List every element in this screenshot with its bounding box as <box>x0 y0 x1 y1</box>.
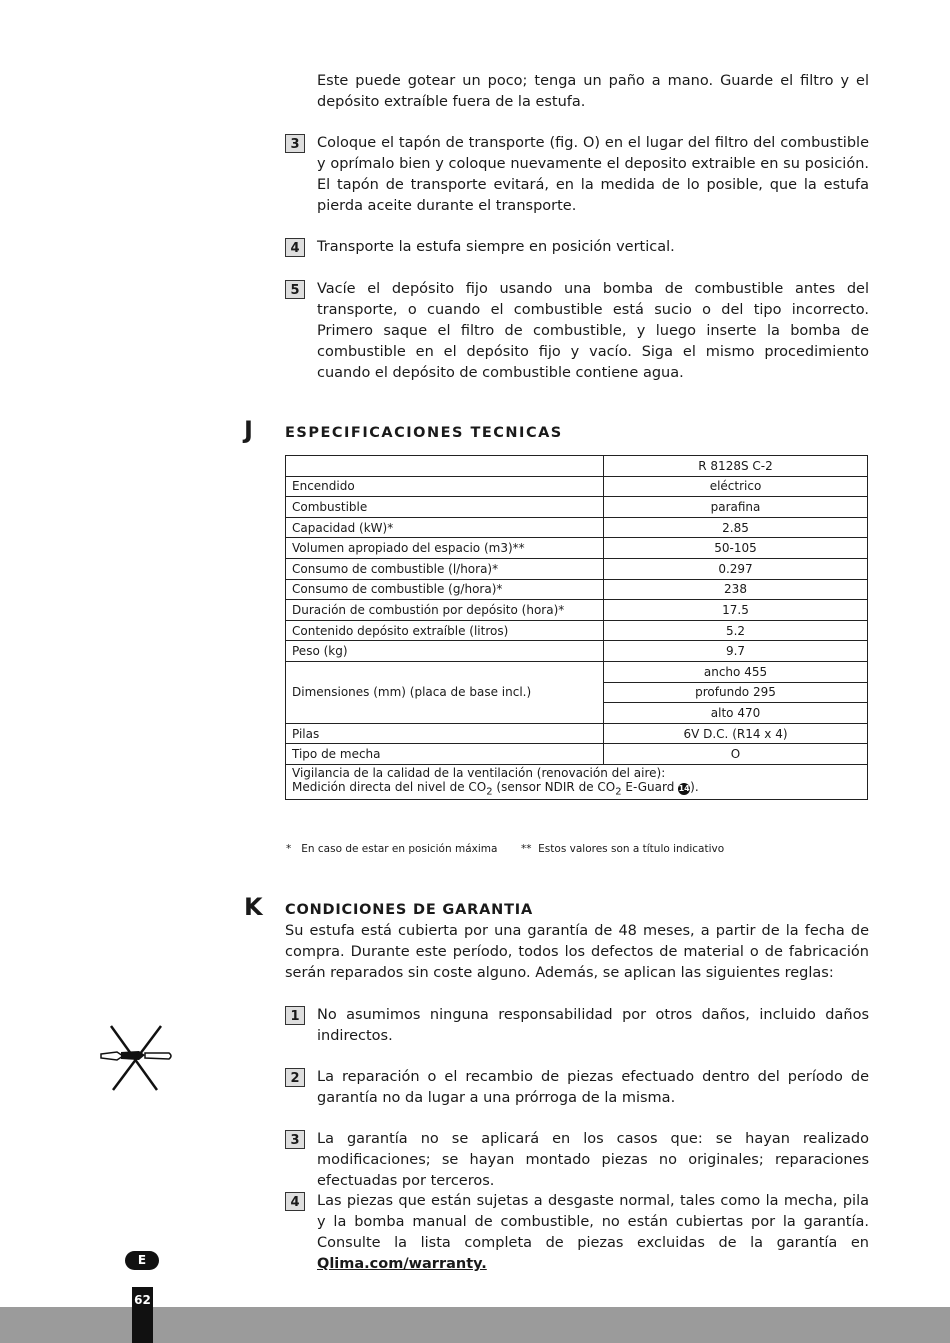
spec-label: Volumen apropiado del espacio (m3)** <box>286 538 604 559</box>
spec-label: Combustible <box>286 497 604 518</box>
section-letter-j: J <box>244 416 253 444</box>
table-row <box>286 600 868 621</box>
spec-value: 2.85 <box>604 517 868 538</box>
spec-value: parafina <box>604 497 868 518</box>
no-screwdriver-icon <box>97 1022 175 1094</box>
spec-label: Duración de combustión por depósito (hora)* <box>286 600 604 621</box>
warranty-step-4-body: Las piezas que están sujetas a desgaste normal, tales como la mecha, pila y la bomba manual de combustible, no están cubiertas por la garantía. Consulte la lista completa de piezas excluidas de la garantía en <box>317 1193 869 1251</box>
footnote-2: ** Estos valores son a título indicativo <box>521 843 725 855</box>
warranty-step-text-3: La garantía no se aplicará en los casos que: se hayan realizado modificaciones; se hayan montado piezas no originales; reparaciones efectuadas por terceros. <box>317 1131 869 1189</box>
spec-label: Consumo de combustible (l/hora)* <box>286 558 604 579</box>
section-title-warranty: CONDICIONES DE GARANTIA <box>285 902 533 918</box>
co2-subscript: 2 <box>486 786 493 798</box>
warranty-step-number-4: 4 <box>285 1192 305 1211</box>
warranty-step-text-4 <box>317 1191 869 1275</box>
spec-header-empty <box>286 456 604 477</box>
spec-value: 0.297 <box>604 558 868 579</box>
spec-label: Capacidad (kW)* <box>286 517 604 538</box>
step-text-3: Coloque el tapón de transporte (fig. O) en el lugar del filtro del combustible y oprímalo bien y coloque nuevamente el deposito extraible en su posición. El tapón de transporte evitará, en la medida de lo posible, que la estufa pierda aceite durante el transporte. <box>317 135 869 214</box>
step-number-3: 3 <box>285 134 305 153</box>
spec-ventilation-note <box>286 764 868 799</box>
footnote-1: * En caso de estar en posición máxima <box>286 843 498 855</box>
table-row <box>286 497 868 518</box>
note-line-2b: (sensor NDIR de CO <box>492 779 616 794</box>
note-line-2a: Medición directa del nivel de CO <box>292 779 487 794</box>
spec-value: 9.7 <box>604 641 868 662</box>
circled-number-icon: 14 <box>678 783 690 793</box>
warranty-step-number-3: 3 <box>285 1130 305 1149</box>
spec-value-depth: profundo 295 <box>604 682 868 703</box>
spec-value-width: ancho 455 <box>604 661 868 682</box>
spec-model: R 8128S C-2 <box>604 456 868 477</box>
step-number-5: 5 <box>285 280 305 299</box>
table-row <box>286 456 868 477</box>
spec-value: eléctrico <box>604 476 868 497</box>
note-line-1: Vigilancia de la calidad de la ventilación (renovación del aire): <box>292 765 666 780</box>
spec-label: Pilas <box>286 723 604 744</box>
table-row <box>286 744 868 765</box>
spec-value-height: alto 470 <box>604 703 868 724</box>
spec-label: Tipo de mecha <box>286 744 604 765</box>
step-text-4: Transporte la estufa siempre en posición vertical. <box>317 239 675 255</box>
spec-value: 238 <box>604 579 868 600</box>
table-row <box>286 538 868 559</box>
table-row <box>286 661 868 682</box>
section-title-specs: ESPECIFICACIONES TECNICAS <box>285 425 563 441</box>
warranty-intro: Su estufa está cubierta por una garantía de 48 meses, a partir de la fecha de compra. Durante este período, todos los defectos de material o de fabricación serán reparados sin coste alguno. Además, se aplican las siguientes reglas: <box>285 923 869 981</box>
spec-label: Contenido depósito extraíble (litros) <box>286 620 604 641</box>
table-row <box>286 723 868 744</box>
language-badge: E <box>125 1251 159 1270</box>
spec-label: Peso (kg) <box>286 641 604 662</box>
warranty-step-text-2: La reparación o el recambio de piezas efectuado dentro del período de garantía no da lugar a una prórroga de la misma. <box>317 1069 869 1106</box>
table-row <box>286 641 868 662</box>
intro-paragraph: Este puede gotear un poco; tenga un paño a mano. Guarde el filtro y el depósito extraíble fuera de la estufa. <box>317 73 869 110</box>
table-row <box>286 764 868 799</box>
spec-label: Encendido <box>286 476 604 497</box>
spec-label-dimensions: Dimensiones (mm) (placa de base incl.) <box>286 661 604 723</box>
step-text-5: Vacíe el depósito fijo usando una bomba de combustible antes del transporte, o cuando el combustible está sucio o del tipo incorrecto. Primero saque el filtro de combustible, y luego inserte la bomba de combustible en el depósito fijo y vacío. Siga el mismo procedimiento cuando el depósito de combustible contiene agua. <box>317 281 869 381</box>
warranty-link[interactable]: Qlima.com/warranty. <box>317 1256 487 1272</box>
note-line-2d: ). <box>690 779 699 794</box>
table-row <box>286 558 868 579</box>
warranty-step-text-1: No asumimos ninguna responsabilidad por otros daños, incluido daños indirectos. <box>317 1007 869 1044</box>
table-row <box>286 620 868 641</box>
table-row <box>286 579 868 600</box>
spec-value: O <box>604 744 868 765</box>
co2-subscript: 2 <box>615 786 622 798</box>
step-number-4: 4 <box>285 238 305 257</box>
table-row <box>286 476 868 497</box>
section-letter-k: K <box>244 893 263 921</box>
warranty-step-number-1: 1 <box>285 1006 305 1025</box>
spec-value: 17.5 <box>604 600 868 621</box>
spec-value: 50-105 <box>604 538 868 559</box>
table-row <box>286 517 868 538</box>
note-line-2c: E-Guard <box>621 779 679 794</box>
page-number: 62 <box>132 1287 153 1343</box>
spec-value: 6V D.C. (R14 x 4) <box>604 723 868 744</box>
spec-label: Consumo de combustible (g/hora)* <box>286 579 604 600</box>
spec-value: 5.2 <box>604 620 868 641</box>
warranty-step-number-2: 2 <box>285 1068 305 1087</box>
spec-table <box>285 455 868 800</box>
